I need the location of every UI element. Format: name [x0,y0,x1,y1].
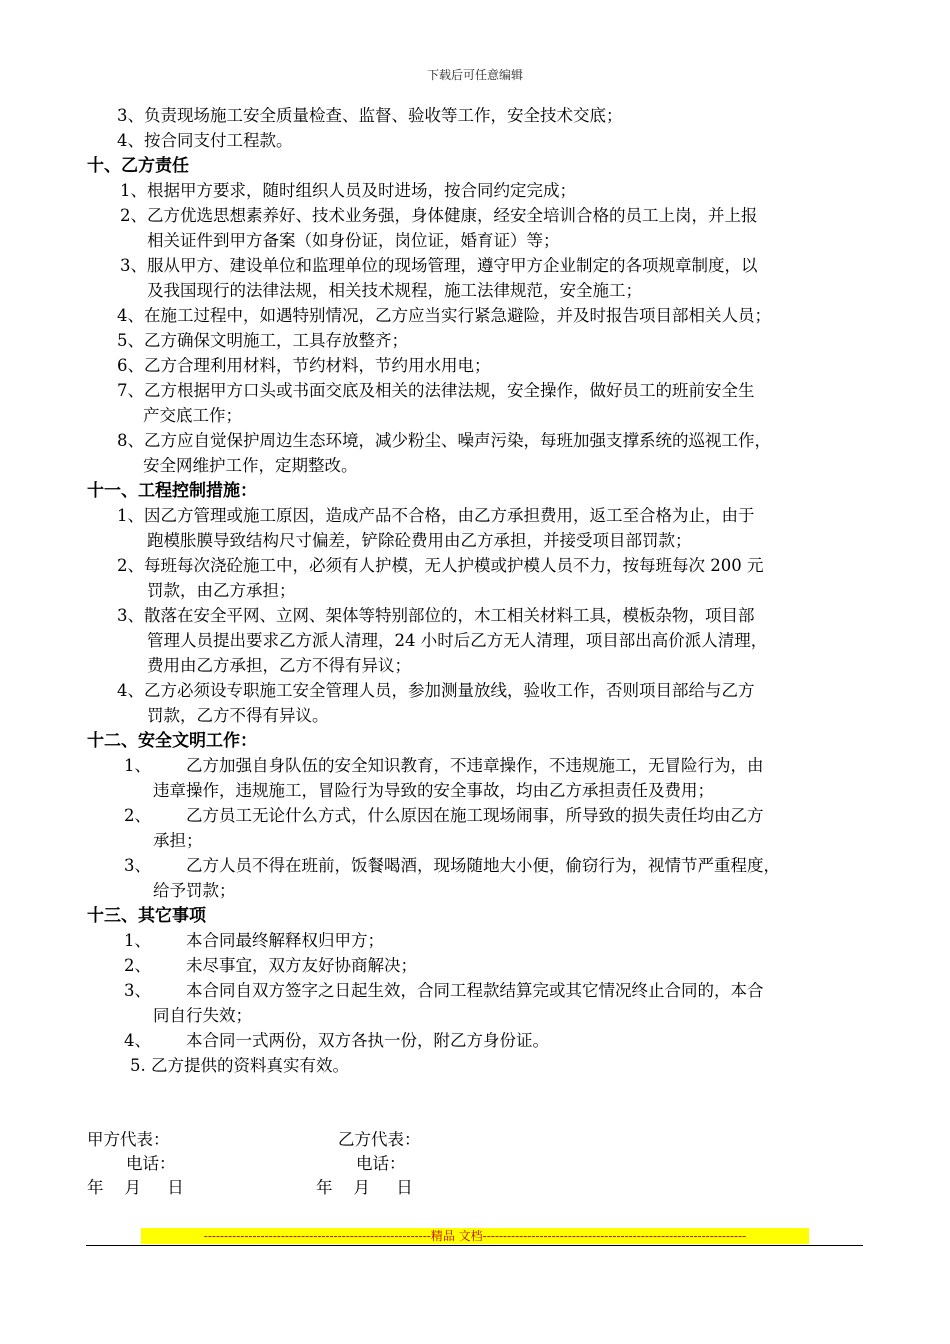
clause-line: 7、乙方根据甲方口头或书面交底及相关的法律法规，安全操作，做好员工的班前安全生 [117,381,755,400]
clause-line: 3、服从甲方、建设单位和监理单位的现场管理，遵守甲方企业制定的各项规章制度，以 [120,256,758,275]
clause-line: 安全网维护工作，定期整改。 [143,456,358,475]
party-b-date: 年 月 日 [316,1178,413,1197]
clause-number: 1、 [124,931,151,950]
section-heading: 十、乙方责任 [87,156,189,176]
clause-line: 1、根据甲方要求，随时组织人员及时进场，按合同约定完成； [120,181,576,200]
clause-line: 8、乙方应自觉保护周边生态环境，减少粉尘、噪声污染，每班加强支撑系统的巡视工作， [117,431,771,450]
section-heading: 十二、安全文明工作： [87,731,257,751]
clause-line: 4、按合同支付工程款。 [117,131,293,150]
clause-line: 相关证件到甲方备案（如身份证，岗位证，婚育证）等； [147,231,560,250]
clause-line: 2、每班每次浇砼施工中，必须有人护模，无人护模或护模人员不力，按每班每次 200 元 [117,556,764,575]
clause-line: 3、负责现场施工安全质量检查、监督、验收等工作，安全技术交底； [117,106,623,125]
clause-number: 1、 [124,756,151,775]
footer-divider [86,1245,863,1246]
clause-line: 未尽事宜，双方友好协商解决； [186,956,417,975]
clause-line: 给予罚款； [153,881,236,900]
clause-line: 及我国现行的法律法规，相关技术规程，施工法律规范，安全施工； [147,281,642,300]
clause-line: 罚款，乙方不得有异议。 [147,706,329,725]
party-a-phone-label: 电话： [126,1154,176,1173]
clause-line: 本合同自双方签字之日起生效，合同工程款结算完或其它情况终止合同的，本合 [186,981,764,1000]
clause-line: 乙方人员不得在班前，饭餐喝酒，现场随地大小便，偷窃行为，视情节严重程度， [186,856,780,875]
clause-line: 乙方员工无论什么方式，什么原因在施工现场闹事，所导致的损失责任均由乙方 [186,806,764,825]
clause-line: 同自行失效； [153,1006,252,1025]
clause-number: 2、 [124,806,151,825]
clause-line: 跑模胀膜导致结构尺寸偏差，铲除砼费用由乙方承担，并接受项目部罚款； [147,531,692,550]
party-b-phone-label: 电话： [356,1154,406,1173]
clause-number: 3、 [124,981,151,1000]
clause-line: 产交底工作； [143,406,242,425]
clause-number: 3、 [124,856,151,875]
footer-banner: --------------------------------------------------------精品 文档----------------------------------------------------------------- [141,1228,809,1244]
party-a-date: 年 月 日 [87,1178,184,1197]
header-note: 下载后可任意编辑 [426,68,523,82]
section-heading: 十三、其它事项 [87,906,206,926]
clause-line: 5. 乙方提供的资料真实有效。 [130,1056,349,1075]
clause-line: 管理人员提出要求乙方派人清理，24 小时后乙方无人清理，项目部出高价派人清理， [147,631,768,650]
clause-line: 本合同最终解释权归甲方； [186,931,384,950]
clause-line: 3、散落在安全平网、立网、架体等特别部位的，木工相关材料工具，模板杂物，项目部 [117,606,755,625]
clause-line: 1、因乙方管理或施工原因，造成产品不合格，由乙方承担费用，返工至合格为止，由于 [117,506,755,525]
clause-line: 乙方加强自身队伍的安全知识教育，不违章操作，不违规施工，无冒险行为，由 [186,756,764,775]
clause-line: 本合同一式两份，双方各执一份，附乙方身份证。 [186,1031,549,1050]
party-b-representative-label: 乙方代表： [338,1130,421,1149]
clause-line: 罚款，由乙方承担； [147,581,296,600]
clause-line: 6、乙方合理利用材料，节约材料，节约用水用电； [117,356,491,375]
clause-number: 2、 [124,956,151,975]
clause-line: 2、乙方优选思想素养好、技术业务强，身体健康，经安全培训合格的员工上岗，并上报 [120,206,758,225]
clause-line: 违章操作，违规施工，冒险行为导致的安全事故，均由乙方承担责任及费用； [153,781,714,800]
clause-line: 承担； [153,831,203,850]
clause-line: 5、乙方确保文明施工，工具存放整齐； [117,331,408,350]
clause-line: 费用由乙方承担，乙方不得有异议； [147,656,411,675]
section-heading: 十一、工程控制措施： [87,481,257,501]
clause-line: 4、在施工过程中，如遇特别情况，乙方应当实行紧急避险，并及时报告项目部相关人员； [117,306,771,325]
clause-line: 4、乙方必须设专职施工安全管理人员，参加测量放线，验收工作，否则项目部给与乙方 [117,681,755,700]
party-a-representative-label: 甲方代表： [87,1130,170,1149]
clause-number: 4、 [124,1031,151,1050]
